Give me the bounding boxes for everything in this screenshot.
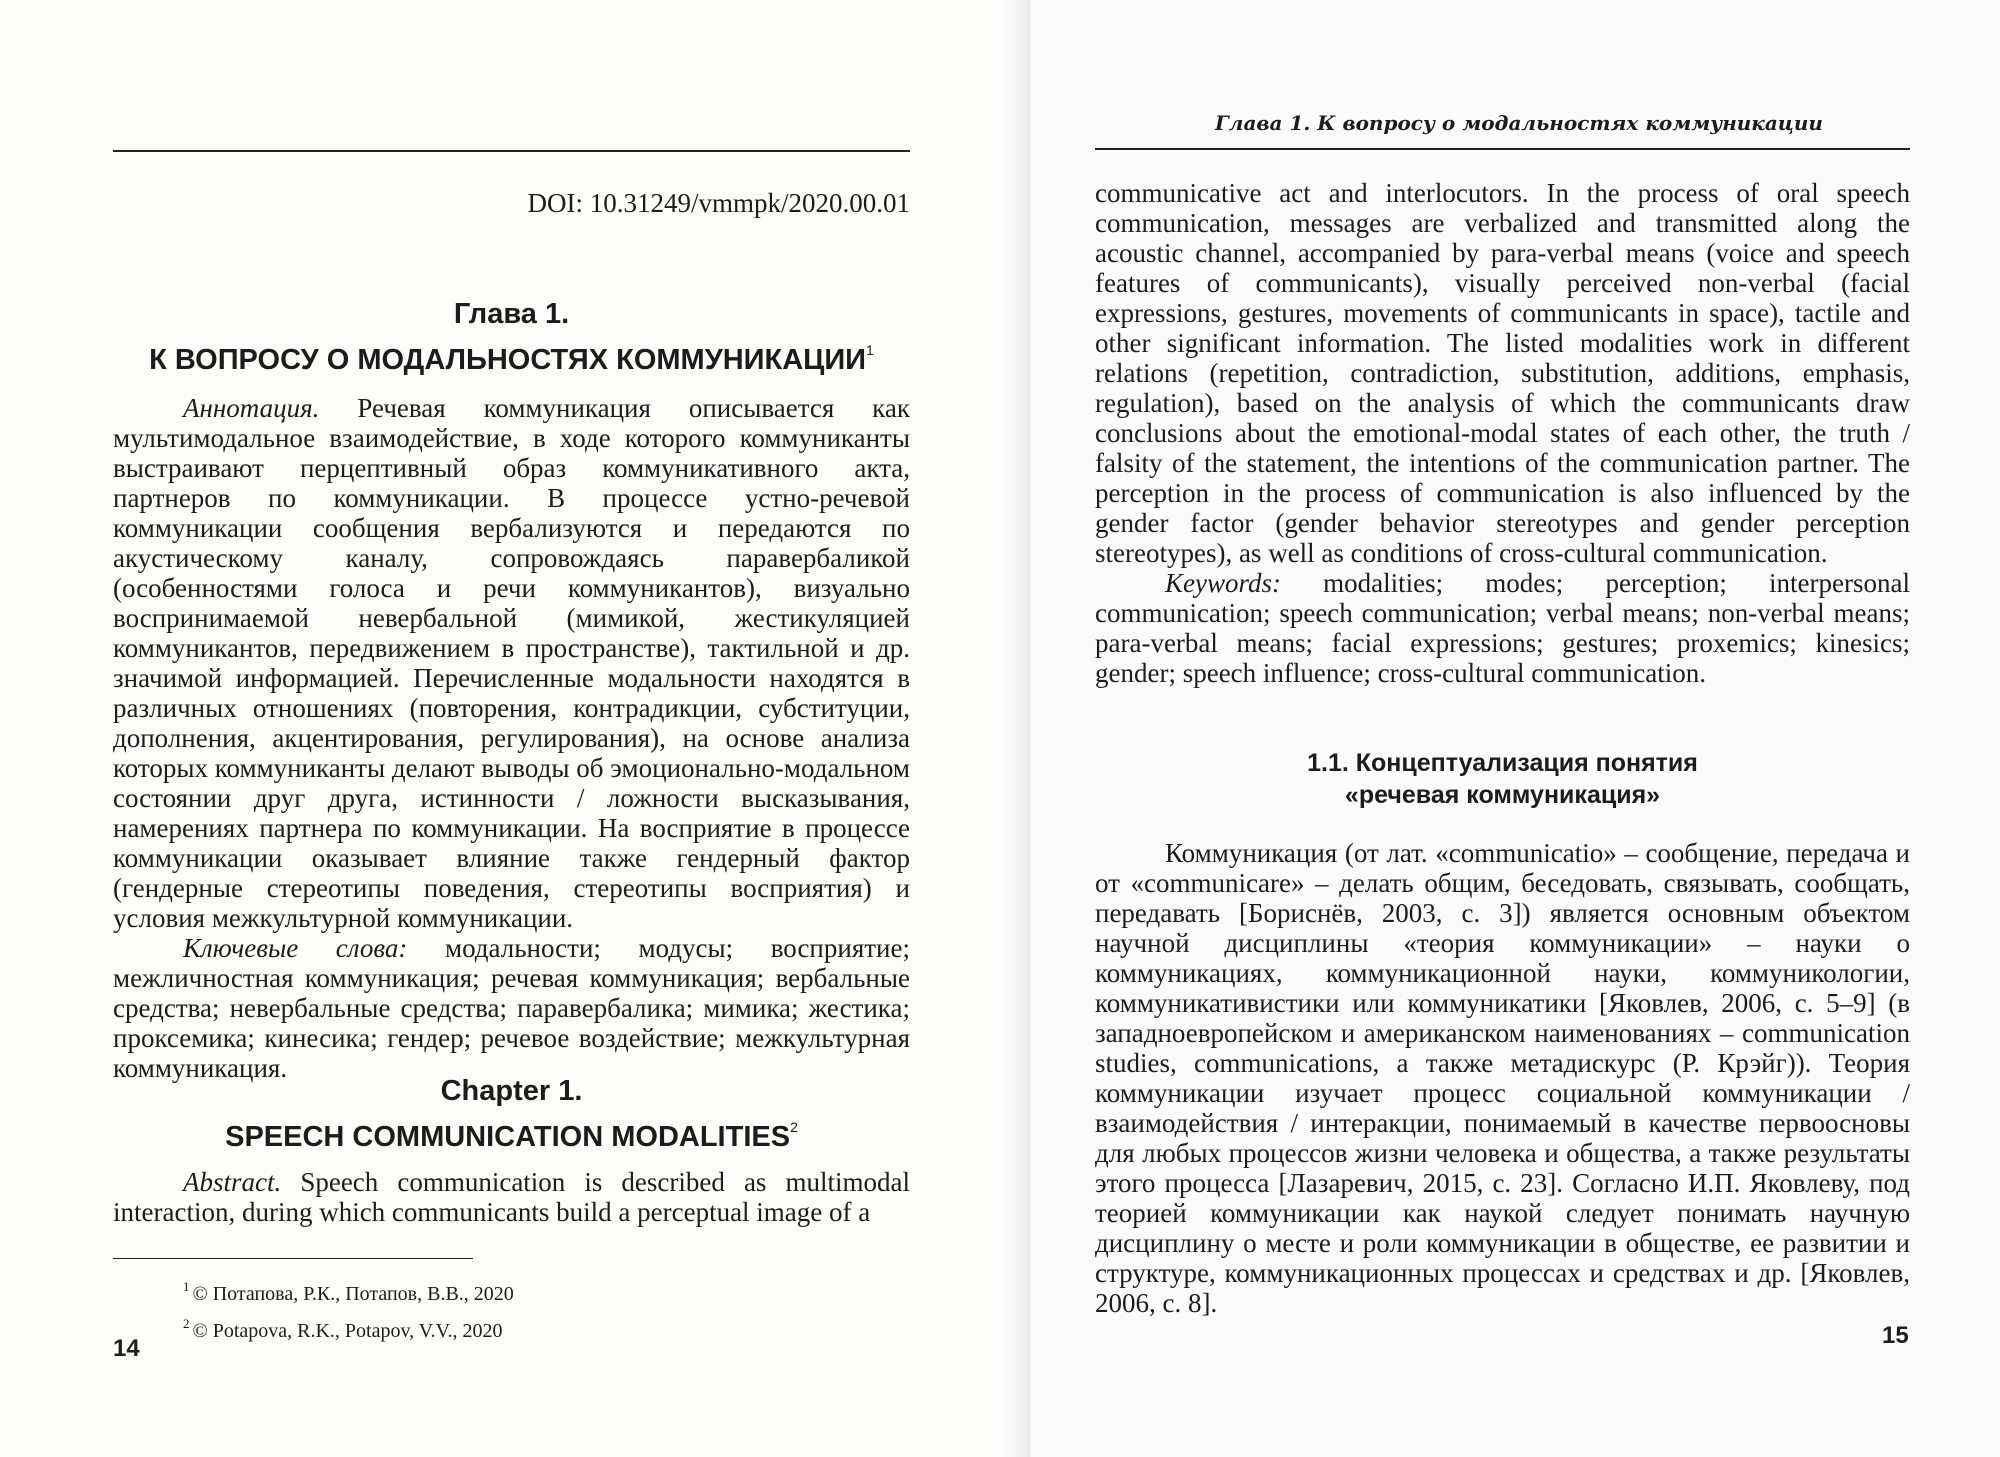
abstract-continuation: communicative act and interlocutors. In the process of oral speech communication, messages are verbalized and transmitted along the acoustic channel, accompanied by para-verbal means (voice and speech features of communicants), visually perceived non-verbal (facial expressions, gestures, movements of communicants in space), tactile and other significant information. The listed modalities work in different relations (repetition, contradiction, substitution, additions, emphasis, regulation), based on the analysis of which the communicants draw conclusions about the emotional-modal states of each other, the truth / falsity of the statement, the intentions of the communication partner. The perception in the process of communication is also influenced by the gender factor (gender behavior stereotypes and gender perception stereotypes), as well as conditions of cross-cultural communication. [1095,178,1910,568]
body-paragraph: Коммуникация (от лат. «communicatio» – сообщение, передача и от «communicare» – делать общим, беседовать, связывать, сообщать, передавать [Бориснёв, 2003, с. 3]) является основным объектом научной дисциплины «теория коммуникации» – науки о коммуникациях, коммуникационной науки, коммуникологии, коммуникативистики или коммуникатики [Яковлев, 2006, с. 5–9] (в западноевропейском и американском наименованиях – communication studies, communications, а также метадискурс (Р. Крэйг)). Теория коммуникации изучает процесс социальной коммуникации / взаимодействия / интеракции, понимаемый в качестве первоосновы для любых процессов жизни человека и общества, а также результаты этого процесса [Лазаревич, 2015, с. 23]. Согласно И.П. Яковлеву, под теорией коммуникации как наукой следует понимать научную дисциплину о месте и роли коммуникации в обществе, ее развитии и структуре, коммуникационных процессах и средствах и др. [Яковлев, 2006, с. 8]. [1095,838,1910,1318]
section-title-line2: «речевая коммуникация» [1344,781,1661,809]
keywords-en-paragraph [1095,568,1910,688]
chapter-number-en: Chapter 1. [440,1075,583,1107]
keywords-en-label: Keywords: [1165,568,1281,598]
keywords-en-text: modalities; modes; perception; interpersonal communication; speech communication; verbal means; non-verbal means; para-verbal means; facial expressions; gestures; proxemics; kinesics; gender; speech influence; cross-cultural communication. [1095,568,1910,688]
annotation-paragraph [113,393,910,933]
top-rule [113,150,910,152]
footnote-1: $^1$ © Потапова, Р.К., Потапов, В.В., 2020 [183,1279,514,1305]
section-title [1095,747,1910,811]
page-number-right: 15 [1882,1322,1909,1349]
keywords-ru-paragraph [113,933,910,1083]
chapter-name-ru: К ВОПРОСУ О МОДАЛЬНОСТЯХ КОММУНИКАЦИИ$^1$ [149,342,874,376]
right-page [1030,0,2000,1457]
chapter-number-ru: Глава 1. [453,298,570,330]
doi-text: DOI: 10.31249/vmmpk/2020.00.01 [527,188,910,218]
annotation-label: Аннотация. [183,393,320,423]
footnote-ref-1[interactable]: 1 [866,342,874,358]
footnote-2: $^2$ © Potapova, R.K., Potapov, V.V., 2020 [183,1316,503,1342]
chapter-name-en: SPEECH COMMUNICATION MODALITIES$^2$ [225,1119,798,1153]
keywords-ru-label: Ключевые слова: [183,933,408,963]
abstract-block [113,1167,910,1227]
abstract-continuation-block [1095,178,1910,688]
abstract-label: Abstract. [183,1167,282,1197]
footnote-rule [113,1258,473,1259]
chapter-title-ru [113,296,910,378]
annotation-text: Речевая коммуникация описывается как мультимодальное взаимодействие, в ходе которого коммуниканты выстраивают перцептивный образ коммуникативного акта, партнеров по коммуникации. В процессе устно-речевой коммуникации сообщения вербализуются и передаются по акустическому каналу, сопровождаясь паравербаликой (особенностями голоса и речи коммуникантов), визуально воспринимаемой невербальной (мимикой, жестикуляцией коммуникантов, передвижением в пространстве), тактильной и др. значимой информацией. Перечисленные модальности находятся в различных отношениях (повторения, контрадикции, субституции, дополнения, акцентирования, регулирования), на основе анализа которых коммуниканты делают выводы об эмоционально-модальном состоянии друг друга, истинности / ложности высказывания, намерениях партнера по коммуникации. На восприятие в процессе коммуникации оказывает влияние также гендерный фактор (гендерные стереотипы поведения, стереотипы восприятия) и условия межкультурной коммуникации. [113,393,911,933]
chapter-title-en [113,1073,910,1155]
abstract-paragraph [113,1167,910,1227]
abstract-text: Speech communication is described as multimodal interaction, during which communicants build a perceptual image of a [113,1167,910,1227]
page-number-left: 14 [113,1335,140,1362]
keywords-ru-text: модальности; модусы; восприятие; межличностная коммуникация; речевая коммуникация; вербальные средства; невербальные средства; паравербалика; мимика; жестика; проксемика; кинесика; гендер; речевое воздействие; межкультурная коммуникация. [113,933,910,1083]
running-head-rule [1095,148,1910,150]
footnote-ref-2[interactable]: 2 [790,1119,798,1135]
section-title-line1: 1.1. Концептуализация понятия [1307,749,1698,777]
doi-line [113,188,910,222]
footnotes [183,1272,683,1346]
annotation-block [113,393,910,1083]
running-head: Глава 1. К вопросу о модальностях коммуникации [1215,111,1823,135]
body-block [1095,838,1910,1318]
